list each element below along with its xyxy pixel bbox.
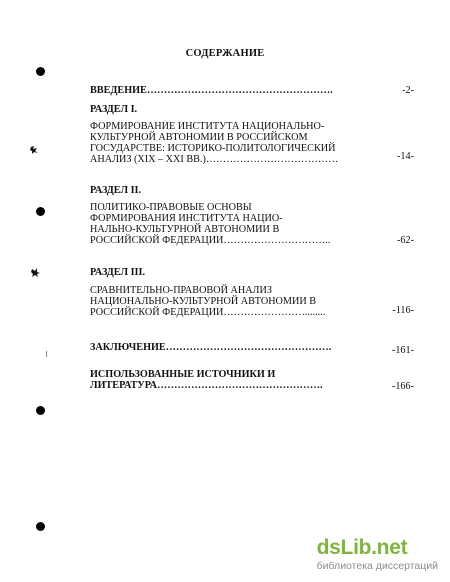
toc-page-references: -166-	[391, 381, 414, 392]
scan-mark-icon	[30, 145, 39, 155]
page-title: СОДЕРЖАНИЕ	[185, 48, 265, 59]
toc-page-section-3: -116-	[392, 305, 414, 316]
scan-speck	[46, 351, 47, 357]
toc-entry-conclusion: ЗАКЛЮЧЕНИЕ………………………………………….	[90, 342, 332, 353]
toc-entry-references: ИСПОЛЬЗОВАННЫЕ ИСТОЧНИКИ И ЛИТЕРАТУРА………………………………………….	[90, 369, 323, 391]
toc-page-section-1: -14-	[397, 151, 414, 162]
watermark	[317, 537, 438, 572]
binder-hole-icon	[36, 207, 45, 216]
toc-page-section-2: -62-	[397, 235, 414, 246]
toc-entry-section-1: ФОРМИРОВАНИЕ ИНСТИТУТА НАЦИОНАЛЬНО- КУЛЬТУРНОЙ АВТОНОМИИ В РОССИЙСКОМ ГОСУДАРСТВЕ: ИСТОРИКО-ПОЛИТОЛОГИЧЕСКИЙ АНАЛИЗ (XIX – XXI ВВ.)…………………………………	[90, 121, 339, 165]
toc-heading-section-2: РАЗДЕЛ II.	[90, 185, 142, 196]
toc-entry-section-2: ПОЛИТИКО-ПРАВОВЫЕ ОСНОВЫ ФОРМИРОВАНИЯ ИНСТИТУТА НАЦИО- НАЛЬНО-КУЛЬТУРНОЙ АВТОНОМИИ В РОССИЙСКОЙ ФЕДЕРАЦИИ…………………………..	[90, 202, 331, 246]
toc-heading-section-1: РАЗДЕЛ I.	[90, 104, 138, 115]
toc-page-conclusion: -161-	[391, 345, 414, 356]
binder-hole-icon	[36, 67, 45, 76]
toc-page-introduction: -2-	[402, 85, 414, 96]
binder-hole-icon	[36, 406, 45, 415]
toc-entry-section-3: СРАВНИТЕЛЬНО-ПРАВОВОЙ АНАЛИЗ НАЦИОНАЛЬНО-КУЛЬТУРНОЙ АВТОНОМИИ В РОССИЙСКОЙ ФЕДЕРАЦИИ……………………........	[90, 285, 326, 318]
watermark-subtitle: библиотека диссертаций	[316, 560, 438, 572]
toc-entry-introduction: ВВЕДЕНИЕ……………………………………………….	[90, 85, 333, 96]
scan-mark-icon	[31, 268, 40, 278]
binder-hole-icon	[36, 522, 45, 531]
toc-heading-section-3: РАЗДЕЛ III.	[90, 267, 146, 278]
watermark-logo: dsLib.net	[316, 536, 408, 559]
